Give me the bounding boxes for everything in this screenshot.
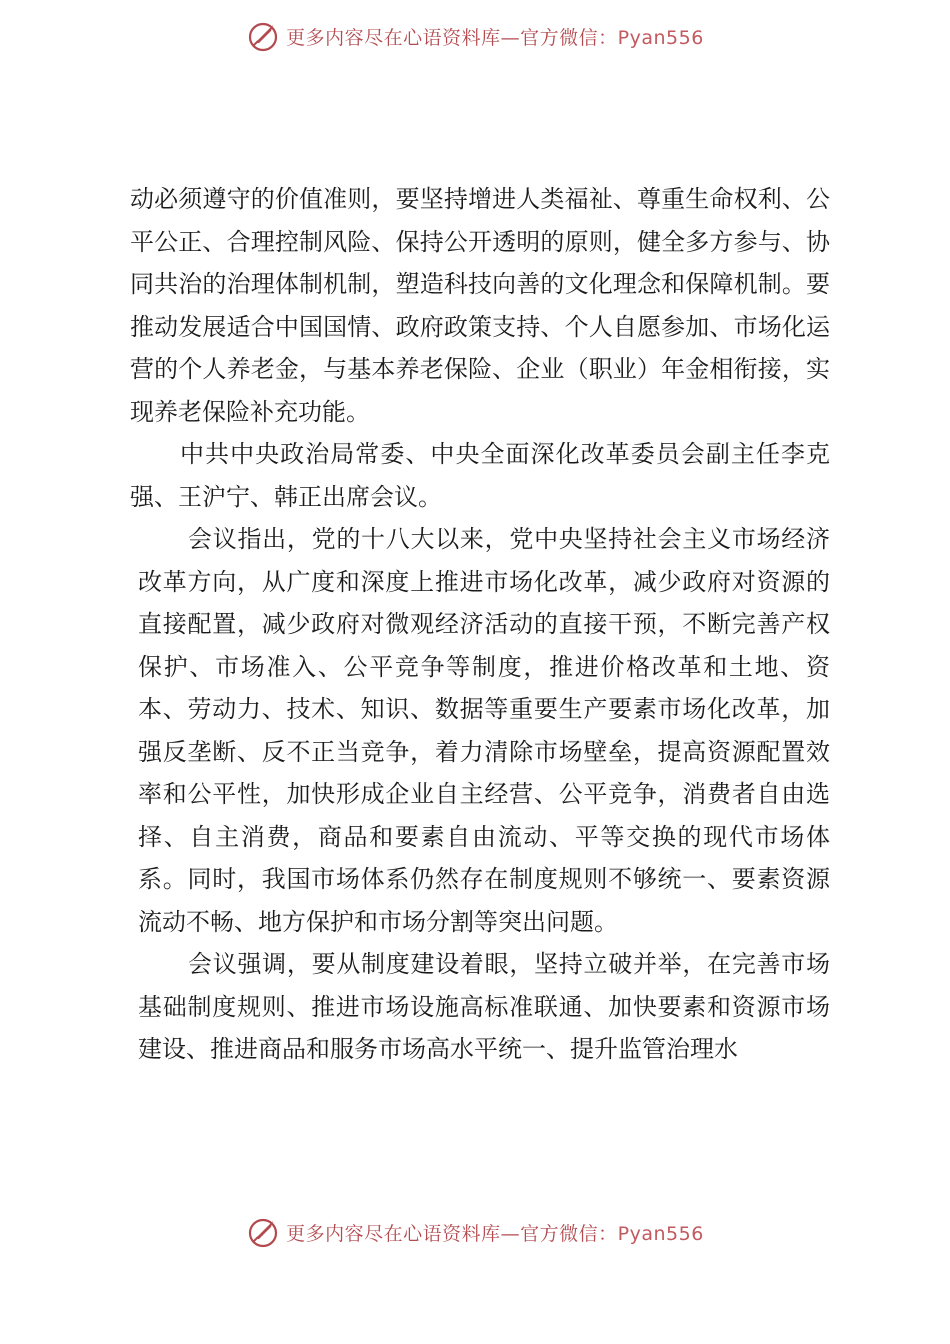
watermark-account: Pyan556 bbox=[617, 1222, 704, 1245]
watermark-text bbox=[286, 1219, 704, 1246]
paragraph-3: 会议指出，党的十八大以来，党中央坚持社会主义市场经济改革方向，从广度和深度上推进市场化改革，减少政府对资源的直接配置，减少政府对微观经济活动的直接干预，不断完善产权保护、市场准入、公平竞争等制度，推进价格改革和土地、资本、劳动力、技术、知识、数据等重要生产要素市场化改革，加强反垄断、反不正当竞争，着力清除市场壁垒，提高资源配置效率和公平性，加快形成企业自主经营、公平竞争，消费者自由选择、自主消费，商品和要素自由流动、平等交换的现代市场体系。同时，我国市场体系仍然存在制度规则不够统一、要素资源流动不畅、地方保护和市场分割等突出问题。 bbox=[138, 525, 830, 936]
watermark-prefix: 更多内容尽在心语资料库—官方微信： bbox=[286, 1222, 618, 1245]
watermark-text bbox=[286, 23, 704, 50]
quill-logo-icon bbox=[246, 19, 280, 53]
watermark-prefix: 更多内容尽在心语资料库—官方微信： bbox=[286, 26, 618, 49]
paragraph-1: 动必须遵守的价值准则，要坚持增进人类福祉、尊重生命权利、公平公正、合理控制风险、保持公开透明的原则，健全多方参与、协同共治的治理体制机制，塑造科技向善的文化理念和保障机制。要推动发展适合中国国情、政府政策支持、个人自愿参加、市场化运营的个人养老金，与基本养老保险、企业（职业）年金相衔接，实现养老保险补充功能。 bbox=[130, 185, 830, 426]
paragraph-4: 会议强调，要从制度建设着眼，坚持立破并举，在完善市场基础制度规则、推进市场设施高标准联通、加快要素和资源市场建设、推进商品和服务市场高水平统一、提升监管治理水 bbox=[138, 950, 830, 1063]
watermark-footer bbox=[0, 1210, 950, 1254]
paragraph-2: 中共中央政治局常委、中央全面深化改革委员会副主任李克强、王沪宁、韩正出席会议。 bbox=[130, 440, 830, 511]
watermark-header bbox=[0, 14, 950, 58]
quill-logo-icon bbox=[246, 1215, 280, 1249]
watermark-account: Pyan556 bbox=[617, 26, 704, 49]
document-body bbox=[130, 178, 830, 1071]
